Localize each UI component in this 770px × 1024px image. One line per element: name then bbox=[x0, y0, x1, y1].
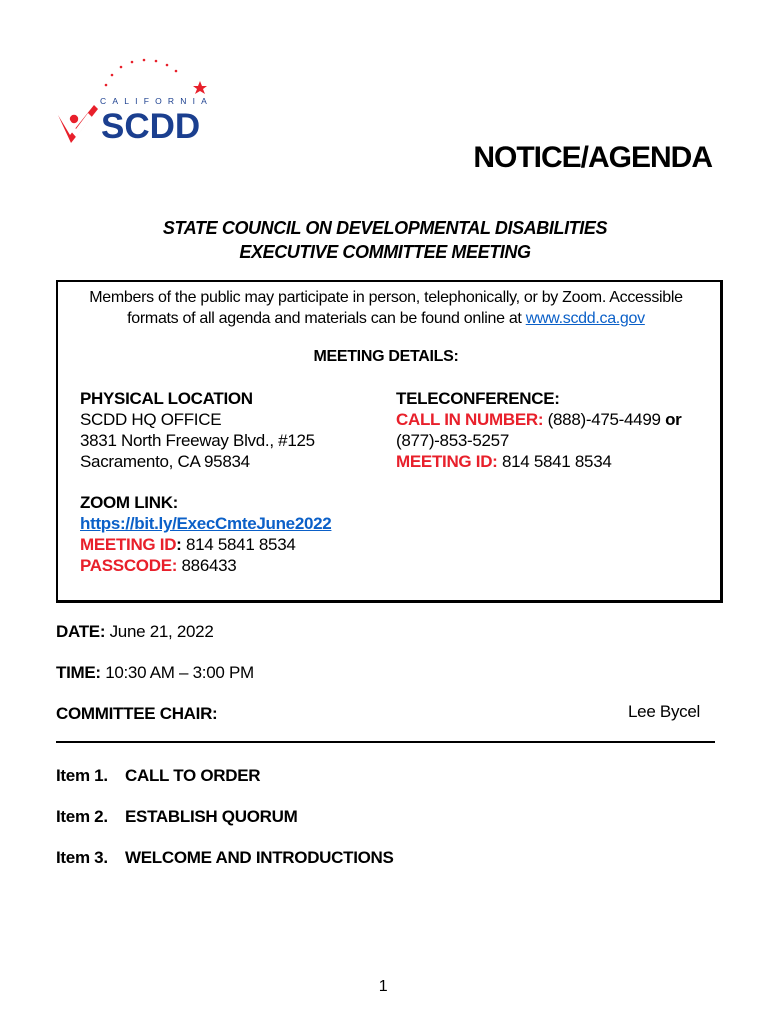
zoom-passcode-line bbox=[80, 556, 236, 576]
teleconference-heading: TELECONFERENCE: bbox=[396, 389, 560, 408]
time-line bbox=[56, 663, 254, 683]
committee-chair-label: COMMITTEE CHAIR: bbox=[56, 704, 218, 723]
agenda-item-title: ESTABLISH QUORUM bbox=[125, 807, 298, 826]
committee-chair-name: Lee Bycel bbox=[628, 702, 700, 721]
zoom-meeting-id: 814 5841 8534 bbox=[181, 535, 296, 554]
logo-org-text: SCDD bbox=[101, 107, 201, 146]
agenda-item-number: Item 2. bbox=[56, 807, 108, 826]
tele-meeting-id-line bbox=[396, 452, 612, 472]
scdd-website-link[interactable]: www.scdd.ca.gov bbox=[525, 310, 645, 327]
subtitle-line-1: STATE COUNCIL ON DEVELOPMENTAL DISABILITIES bbox=[162, 218, 608, 238]
zoom-meeting-id-line bbox=[80, 535, 296, 555]
time-value: 10:30 AM – 3:00 PM bbox=[100, 663, 254, 682]
call-in-line bbox=[396, 410, 681, 430]
agenda-item-title: CALL TO ORDER bbox=[125, 766, 261, 785]
zoom-meeting-id-label: MEETING ID bbox=[80, 535, 177, 554]
call-in-number-2: (877)-853-5257 bbox=[396, 431, 509, 450]
physical-location-heading: PHYSICAL LOCATION bbox=[80, 389, 253, 408]
physical-location-line: 3831 North Freeway Blvd., #125 bbox=[80, 431, 315, 450]
zoom-passcode: 886433 bbox=[177, 556, 237, 575]
zoom-link[interactable]: https://bit.ly/ExecCmteJune2022 bbox=[80, 514, 332, 533]
scdd-logo bbox=[54, 55, 214, 145]
notice-line-2 bbox=[0, 310, 770, 328]
call-in-label: CALL IN NUMBER: bbox=[396, 410, 544, 429]
tele-meeting-id-label: MEETING ID: bbox=[396, 452, 498, 471]
notice-line-1: Members of the public may participate in person, telephonically, or by Zoom. Accessible bbox=[89, 289, 683, 306]
zoom-passcode-label: PASSCODE: bbox=[80, 556, 178, 575]
section-divider bbox=[56, 741, 715, 743]
call-in-number-1: (888)-475-4499 bbox=[543, 410, 666, 429]
meeting-details-heading: MEETING DETAILS: bbox=[313, 348, 459, 365]
time-label: TIME: bbox=[56, 663, 101, 682]
page-title: NOTICE/AGENDA bbox=[473, 141, 712, 174]
date-line bbox=[56, 622, 213, 642]
call-in-or: or bbox=[665, 410, 682, 429]
physical-location-line: SCDD HQ OFFICE bbox=[80, 410, 222, 429]
agenda-item-title: WELCOME AND INTRODUCTIONS bbox=[125, 848, 394, 867]
date-value: June 21, 2022 bbox=[105, 622, 214, 641]
tele-meeting-id: 814 5841 8534 bbox=[497, 452, 612, 471]
agenda-item-number: Item 1. bbox=[56, 766, 108, 785]
notice-line-2-text: formats of all agenda and materials can be found online at bbox=[127, 310, 526, 327]
date-label: DATE: bbox=[56, 622, 106, 641]
logo-state-text: CALIFORNIA bbox=[100, 96, 214, 106]
subtitle-line-2: EXECUTIVE COMMITTEE MEETING bbox=[239, 242, 531, 262]
physical-location-line: Sacramento, CA 95834 bbox=[80, 452, 250, 471]
agenda-item-number: Item 3. bbox=[56, 848, 108, 867]
zoom-heading: ZOOM LINK: bbox=[80, 493, 179, 512]
page-number: 1 bbox=[378, 978, 388, 995]
zoom-meeting-id-colon: : bbox=[176, 535, 182, 554]
